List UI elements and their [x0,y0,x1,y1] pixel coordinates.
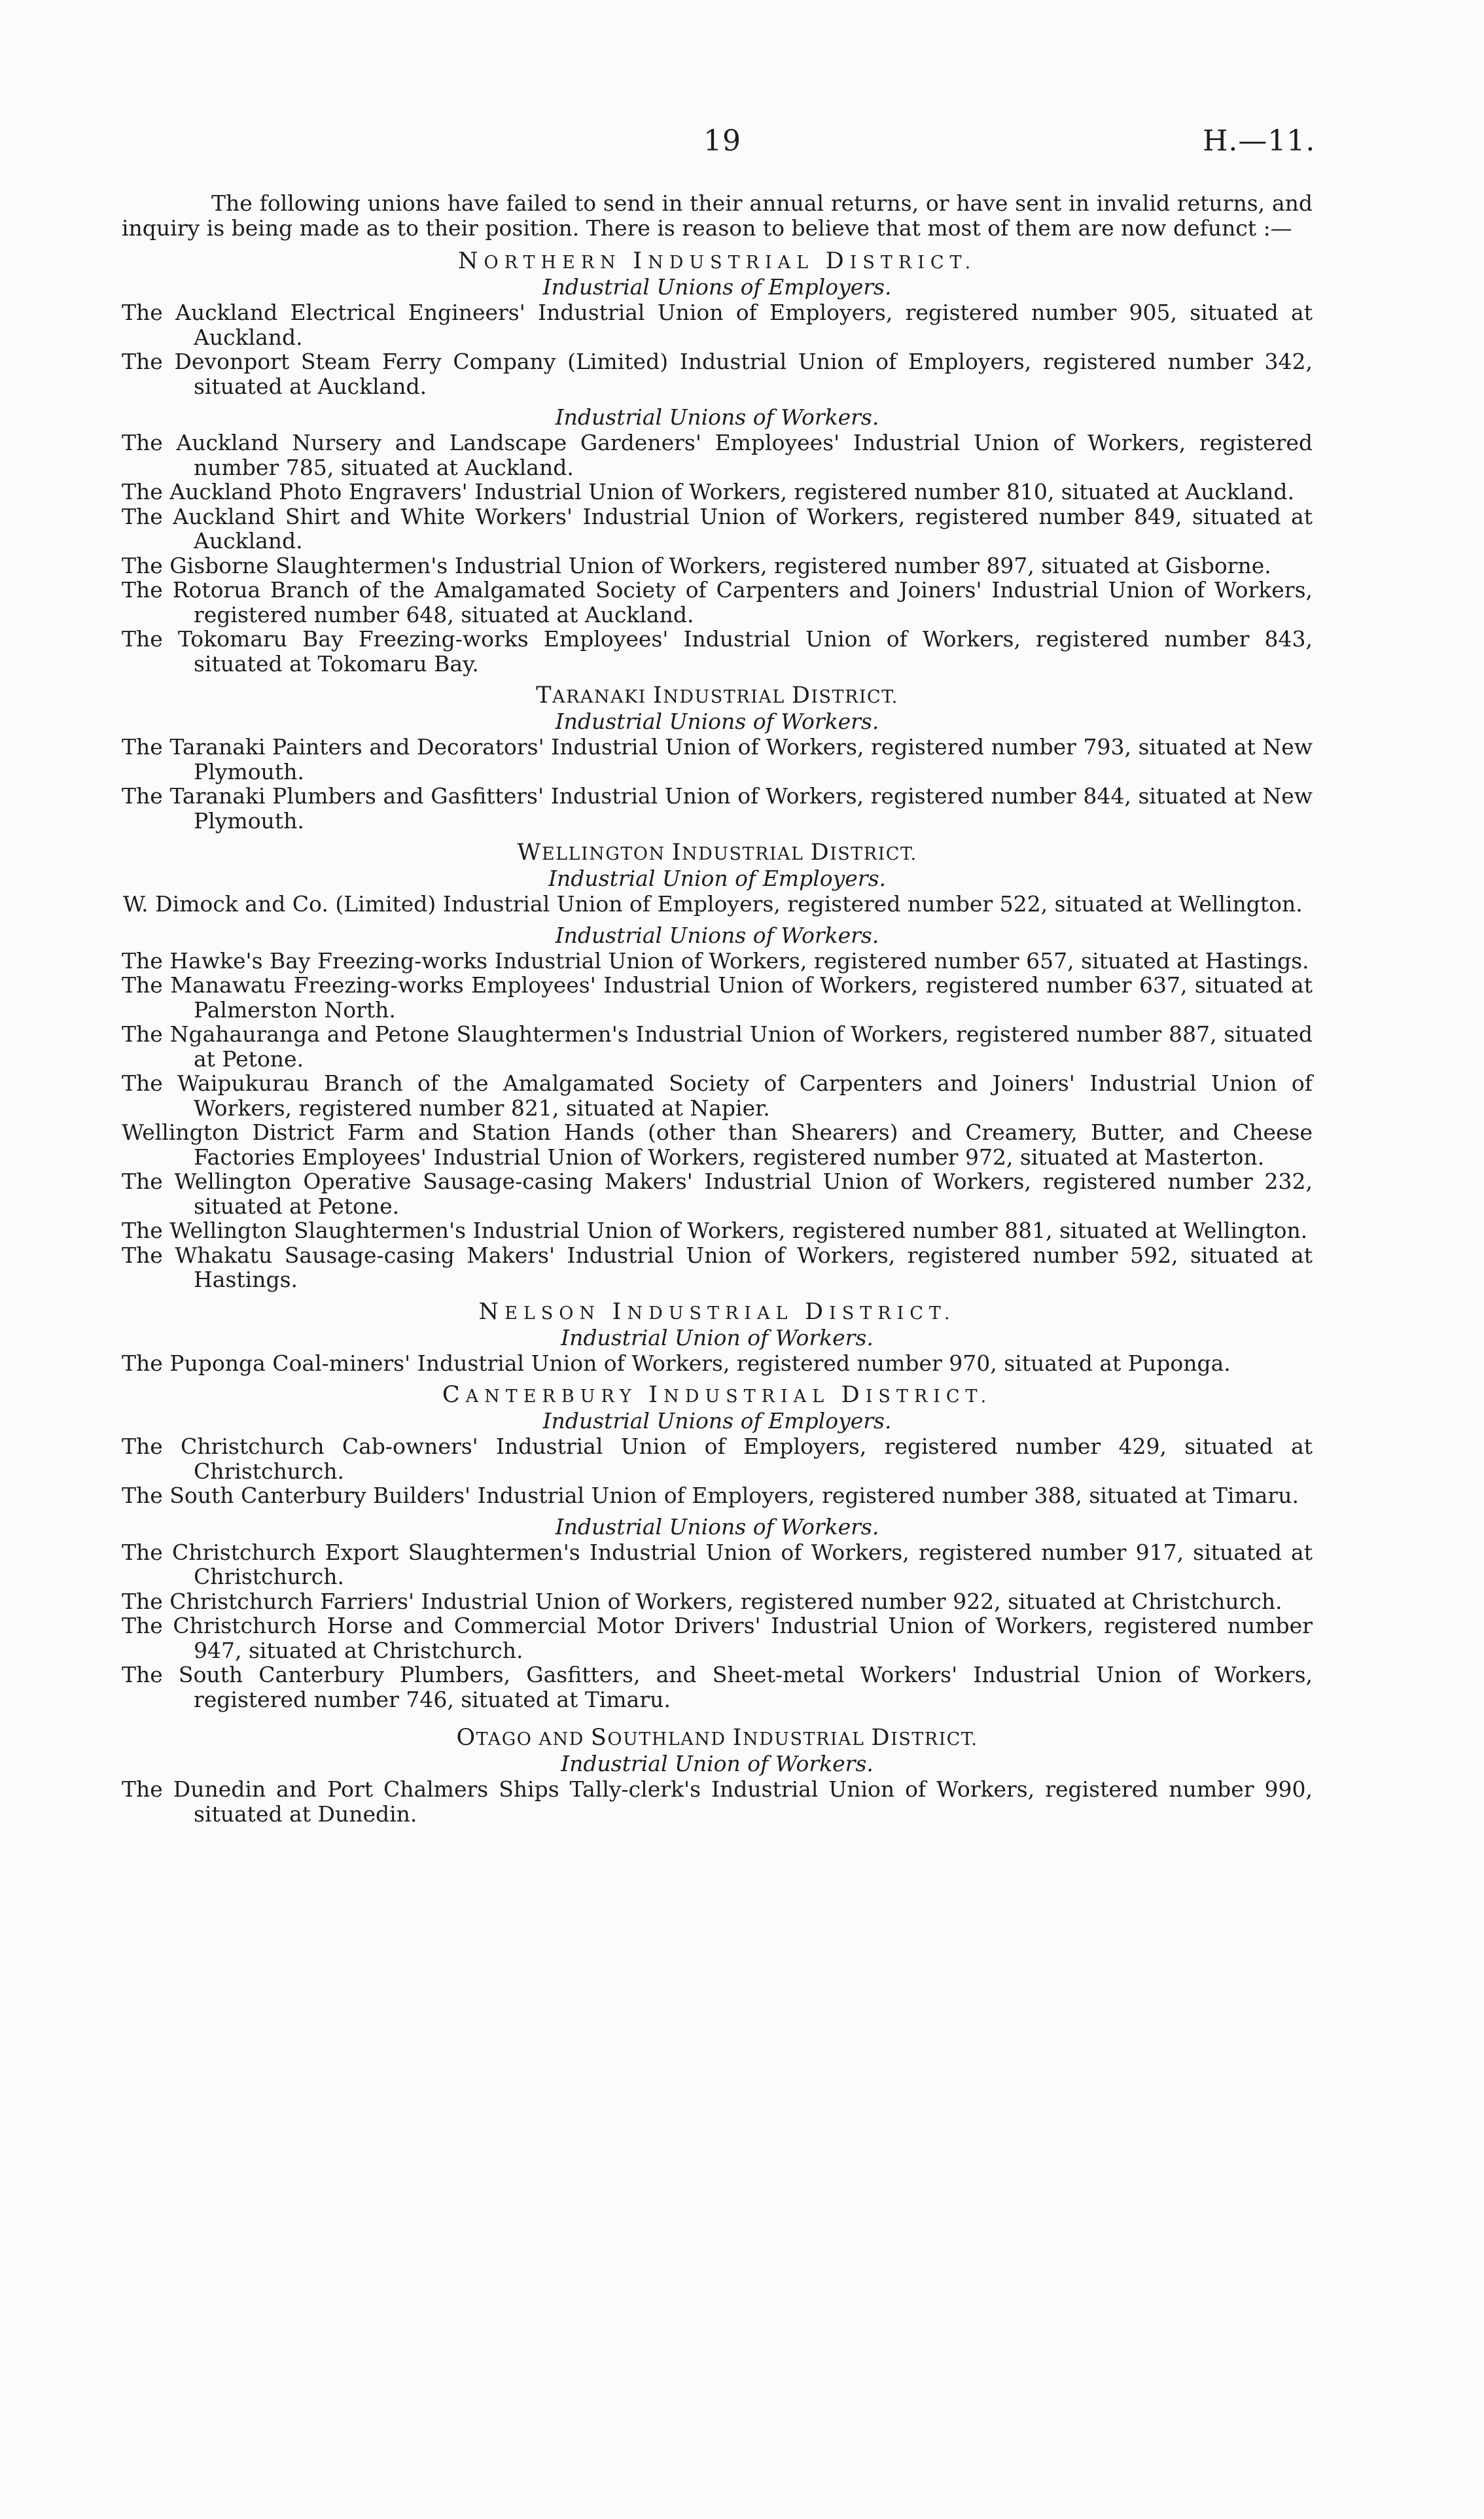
taranaki-district-section [122,684,1313,833]
union-entry: The Christchurch Farriers' Industrial Union of Workers, registered number 922, situated at Christchurch. [122,1588,1282,1614]
category-heading: Industrial Unions of Workers. [555,709,879,734]
union-entry: The South Canterbury Plumbers, Gasfitters, and Sheet-metal Workers' Industrial Union of Workers, registered number 746, situated at Timaru. [122,1662,1313,1712]
union-entry: The Tokomaru Bay Freezing-works Employees' Industrial Union of Workers, registered number 843, situated at Tokomaru Bay. [122,626,1313,677]
category-heading: Industrial Unions of Employers. [542,274,892,300]
district-heading: TARANAKI INDUSTRIAL DISTRICT. [536,682,898,709]
union-entry: The Whakatu Sausage-casing Makers' Industrial Union of Workers, registered number 592, situated at Hastings. [122,1242,1313,1292]
intro-paragraph: The following unions have failed to send in their annual returns, or have sent in invalid returns, and inquiry is being made as to their position. There is reason to believe that most of them are now defunct :— [122,190,1313,241]
canterbury-district-section [122,1383,1313,1712]
union-entry: The South Canterbury Builders' Industrial Union of Employers, registered number 388, situated at Timaru. [122,1483,1299,1508]
northern-district-section [122,249,1313,676]
district-heading: WELLINGTON INDUSTRIAL DISTRICT. [517,839,917,866]
category-heading: Industrial Unions of Employers. [542,1408,892,1434]
union-entry: The Wellington Operative Sausage-casing Makers' Industrial Union of Workers, registered number 232, situated at Petone. [122,1169,1313,1219]
wellington-district-section [122,841,1313,1292]
union-entry: The Auckland Photo Engravers' Industrial Union of Workers, registered number 810, situated at Auckland. [122,479,1294,504]
category-heading: Industrial Unions of Workers. [555,404,879,430]
document-body [122,191,1313,1826]
union-entry: Wellington District Farm and Station Hands (other than Shearers) and Creamery, Butter, and Cheese Factories Employees' Industrial Union of Workers, registered number 972, situated at Masterton. [122,1119,1313,1170]
union-entry: W. Dimock and Co. (Limited) Industrial Union of Employers, registered number 522, situated at Wellington. [123,891,1303,917]
page-number: 19 [703,124,741,158]
union-entry: The Manawatu Freezing-works Employees' Industrial Union of Workers, registered number 637, situated at Palmerston North. [122,972,1313,1023]
union-entry: The Puponga Coal-miners' Industrial Union of Workers, registered number 970, situated at Puponga. [122,1350,1231,1376]
union-entry: The Rotorua Branch of the Amalgamated Society of Carpenters and Joiners' Industrial Union of Workers, registered number 648, situated at Auckland. [122,577,1313,627]
union-entry: The Wellington Slaughtermen's Industrial Union of Workers, registered number 881, situated at Wellington. [122,1218,1308,1243]
union-entry: The Auckland Shirt and White Workers' Industrial Union of Workers, registered number 849, situated at Auckland. [122,503,1313,554]
union-entry: The Gisborne Slaughtermen's Industrial Union of Workers, registered number 897, situated at Gisborne. [122,552,1271,578]
nelson-district-section [122,1300,1313,1376]
union-entry: The Devonport Steam Ferry Company (Limited) Industrial Union of Employers, registered number 342, situated at Auckland. [122,349,1313,399]
category-heading: Industrial Union of Workers. [561,1751,874,1776]
district-heading: NORTHERN INDUSTRIAL DISTRICT. [457,248,977,274]
union-entry: The Christchurch Cab-owners' Industrial Union of Employers, registered number 429, situated at Christchurch. [122,1434,1313,1484]
district-heading: OTAGO AND SOUTHLAND INDUSTRIAL DISTRICT. [456,1725,978,1751]
union-entry: The Taranaki Plumbers and Gasfitters' Industrial Union of Workers, registered number 844, situated at New Plymouth. [122,783,1313,834]
union-entry: The Waipukurau Branch of the Amalgamated Society of Carpenters and Joiners' Industrial Union of Workers, registered number 821, situated at Napier. [122,1070,1313,1121]
district-heading: CANTERBURY INDUSTRIAL DISTRICT. [442,1382,993,1408]
union-entry: The Christchurch Horse and Commercial Motor Drivers' Industrial Union of Workers, registered number 947, situated at Christchurch. [122,1613,1313,1663]
union-entry: The Dunedin and Port Chalmers Ships Tally-clerk's Industrial Union of Workers, registered number 990, situated at Dunedin. [122,1776,1313,1827]
category-heading: Industrial Unions of Workers. [555,1513,879,1540]
union-entry: The Taranaki Painters and Decorators' Industrial Union of Workers, registered number 793, situated at New Plymouth. [122,734,1313,784]
document-reference: H.—11. [1203,124,1316,158]
category-heading: Industrial Union of Workers. [561,1324,874,1350]
union-entry: The Auckland Nursery and Landscape Gardeners' Employees' Industrial Union of Workers, registered number 785, situated at Auckland. [122,430,1313,480]
category-heading: Industrial Union of Employers. [548,866,886,891]
union-entry: The Auckland Electrical Engineers' Industrial Union of Employers, registered number 905, situated at Auckland. [122,300,1313,350]
union-entry: The Ngahauranga and Petone Slaughtermen's Industrial Union of Workers, registered number 887, situated at Petone. [122,1021,1313,1072]
category-heading: Industrial Unions of Workers. [555,922,879,948]
district-heading: NELSON INDUSTRIAL DISTRICT. [478,1298,956,1325]
union-entry: The Hawke's Bay Freezing-works Industrial Union of Workers, registered number 657, situated at Hastings. [122,947,1309,974]
otago-southland-district-section [122,1726,1313,1826]
union-entry: The Christchurch Export Slaughtermen's Industrial Union of Workers, registered number 917, situated at Christchurch. [122,1539,1313,1589]
